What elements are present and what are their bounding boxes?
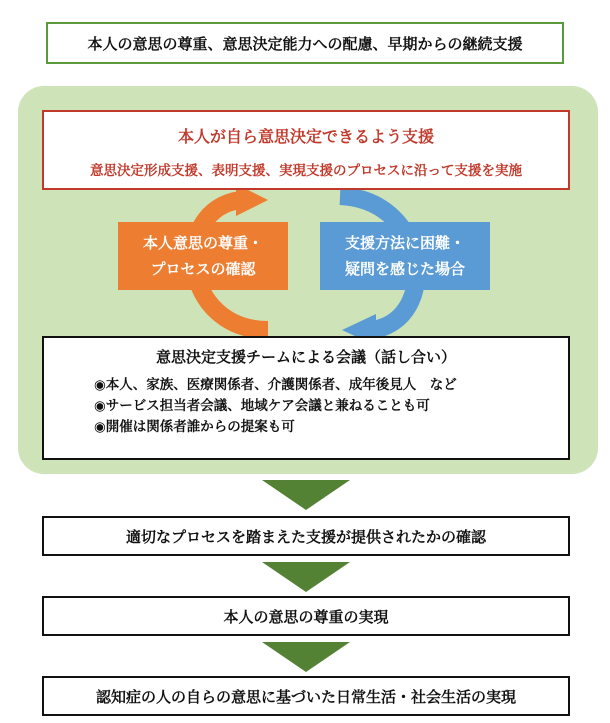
team-meeting-item: ◉本人、家族、医療関係者、介護関係者、成年後見人 など bbox=[94, 377, 457, 393]
daily-life-realization-text: 認知症の人の自らの意思に基づいた日常生活・社会生活の実現 bbox=[95, 687, 516, 706]
support-subtitle: 意思決定形成支援、表明支援、実現支援のプロセスに沿って支援を実施 bbox=[90, 163, 522, 179]
team-meeting-item: ◉開催は関係者誰からの提案も可 bbox=[94, 419, 295, 435]
respect-process-line1: 本人意思の尊重・ bbox=[142, 234, 263, 252]
self-decision-support-box bbox=[42, 110, 570, 190]
difficulty-line1: 支援方法に困難・ bbox=[344, 234, 465, 252]
team-meeting-item: ◉サービス担当者会議、地域ケア会議と兼ねることも可 bbox=[94, 398, 430, 414]
respect-process-line2: プロセスの確認 bbox=[150, 260, 256, 278]
team-meeting-title: 意思決定支援チームによる会議（話し合い） bbox=[155, 348, 456, 366]
team-meeting-list bbox=[94, 375, 568, 438]
team-meeting-box bbox=[42, 336, 570, 460]
down-arrow bbox=[262, 562, 350, 592]
realization-text: 本人の意思の尊重の実現 bbox=[223, 607, 389, 626]
difficulty-box bbox=[320, 222, 490, 290]
daily-life-realization-box bbox=[42, 676, 570, 716]
down-arrow bbox=[262, 480, 350, 510]
respect-process-box bbox=[118, 222, 288, 290]
realization-box bbox=[42, 596, 570, 636]
process-check-box bbox=[42, 516, 570, 556]
down-arrow bbox=[262, 642, 350, 672]
principle-header-text: 本人の意思の尊重、意思決定能力への配慮、早期からの継続支援 bbox=[87, 34, 523, 53]
support-title: 本人が自ら意思決定できるよう支援 bbox=[177, 127, 434, 146]
difficulty-line2: 疑問を感じた場合 bbox=[344, 260, 465, 278]
process-check-text: 適切なプロセスを踏まえた支援が提供されたかの確認 bbox=[125, 527, 486, 546]
